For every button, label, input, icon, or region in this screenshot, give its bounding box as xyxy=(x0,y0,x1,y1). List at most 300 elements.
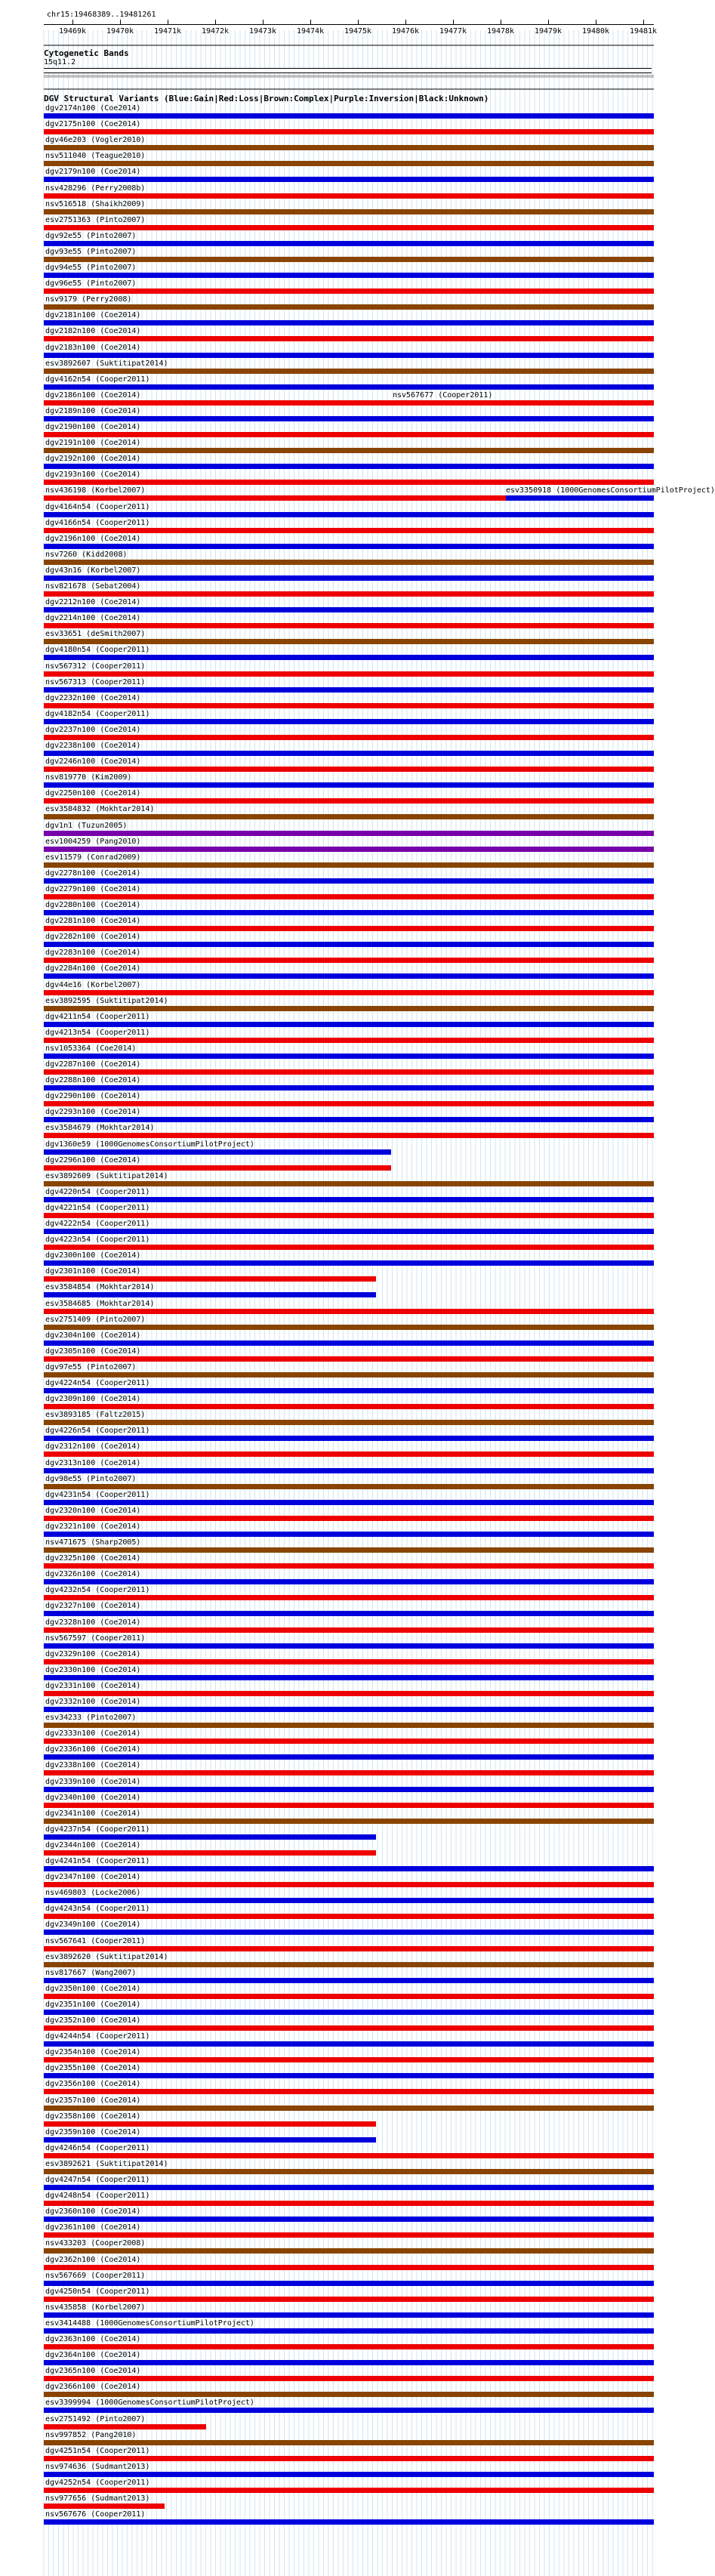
variant-label[interactable]: dgv4237n54 (Cooper2011) xyxy=(45,1825,150,1834)
variant-bar[interactable] xyxy=(44,1276,376,1282)
variant-bar[interactable] xyxy=(44,2328,654,2334)
variant-label[interactable]: dgv4231n54 (Cooper2011) xyxy=(45,1490,150,1499)
variant-bar[interactable] xyxy=(44,2106,654,2111)
variant-label[interactable]: esv3892595 (Suktitipat2014) xyxy=(45,996,168,1005)
variant-label[interactable]: dgv4244n54 (Cooper2011) xyxy=(45,2032,150,2041)
variant-label[interactable]: dgv2321n100 (Coe2014) xyxy=(45,1522,141,1531)
variant-bar[interactable] xyxy=(44,1388,654,1393)
variant-label[interactable]: nsv819770 (Kim2009) xyxy=(45,773,132,782)
variant-label[interactable]: dgv4232n54 (Cooper2011) xyxy=(45,1586,150,1595)
variant-label[interactable]: dgv2186n100 (Coe2014) xyxy=(45,390,141,400)
variant-label[interactable]: dgv46e203 (Vogler2010) xyxy=(45,136,146,145)
variant-bar[interactable] xyxy=(44,1085,654,1091)
variant-label[interactable]: dgv2175n100 (Coe2014) xyxy=(45,120,141,129)
variant-bar[interactable] xyxy=(44,145,654,150)
variant-bar[interactable] xyxy=(44,1675,654,1680)
variant-label[interactable]: dgv2349n100 (Coe2014) xyxy=(45,1920,141,1930)
variant-bar[interactable] xyxy=(44,894,654,899)
variant-bar[interactable] xyxy=(44,639,654,644)
variant-bar[interactable] xyxy=(44,1659,654,1664)
variant-label[interactable]: dgv2359n100 (Coe2014) xyxy=(45,2127,141,2136)
variant-bar[interactable] xyxy=(44,1978,654,1983)
variant-label[interactable]: esv11579 (Conrad2009) xyxy=(45,853,141,862)
variant-bar[interactable] xyxy=(44,448,654,453)
variant-label[interactable]: dgv94e55 (Pinto2007) xyxy=(45,264,137,272)
variant-bar[interactable] xyxy=(44,703,654,708)
variant-bar[interactable] xyxy=(44,1595,654,1600)
variant-bar[interactable] xyxy=(44,544,654,549)
variant-bar[interactable] xyxy=(44,1133,654,1138)
variant-bar[interactable] xyxy=(44,831,654,836)
variant-label[interactable]: dgv2281n100 (Coe2014) xyxy=(45,917,141,926)
variant-label[interactable]: esv2751363 (Pinto2007) xyxy=(45,215,146,224)
variant-bar[interactable] xyxy=(44,1754,654,1760)
variant-label[interactable]: dgv2181n100 (Coe2014) xyxy=(45,311,141,320)
variant-bar[interactable] xyxy=(44,2137,376,2143)
variant-label[interactable]: dgv2366n100 (Coe2014) xyxy=(45,2383,141,2392)
variant-label[interactable]: dgv2293n100 (Coe2014) xyxy=(45,1108,141,1117)
variant-label[interactable]: nsv817667 (Wang2007) xyxy=(45,1968,137,1977)
variant-label[interactable]: dgv2300n100 (Coe2014) xyxy=(45,1251,141,1260)
variant-label[interactable]: dgv2365n100 (Coe2014) xyxy=(45,2367,141,2376)
variant-label[interactable]: nsv436198 (Korbel2007) xyxy=(45,486,146,495)
variant-bar[interactable] xyxy=(44,336,654,341)
variant-bar[interactable] xyxy=(44,2232,654,2238)
variant-label[interactable]: esv1004259 (Pang2010) xyxy=(45,837,141,846)
variant-label[interactable]: dgv4241n54 (Cooper2011) xyxy=(45,1857,150,1865)
variant-bar[interactable] xyxy=(44,1738,654,1744)
variant-bar[interactable] xyxy=(44,2057,654,2062)
variant-label[interactable]: nsv435858 (Korbel2007) xyxy=(45,2303,146,2312)
variant-bar[interactable] xyxy=(44,225,654,230)
variant-bar[interactable] xyxy=(44,2360,654,2365)
variant-label[interactable]: nsv567677 (Cooper2011) xyxy=(393,390,493,400)
variant-bar[interactable] xyxy=(44,353,654,358)
variant-label[interactable]: dgv98e55 (Pinto2007) xyxy=(45,1474,137,1483)
variant-label[interactable]: nsv433203 (Cooper2008) xyxy=(45,2239,146,2248)
variant-bar[interactable] xyxy=(44,432,654,437)
variant-bar[interactable] xyxy=(44,2376,654,2381)
variant-label[interactable]: dgv2232n100 (Coe2014) xyxy=(45,693,141,702)
cytoband-label[interactable]: 15q11.2 xyxy=(44,58,76,66)
variant-bar[interactable] xyxy=(44,2248,654,2254)
variant-bar[interactable] xyxy=(44,767,654,772)
variant-bar[interactable] xyxy=(44,1245,654,1250)
variant-bar[interactable] xyxy=(44,1643,654,1649)
variant-bar[interactable] xyxy=(44,1181,654,1186)
variant-bar[interactable] xyxy=(44,209,654,214)
variant-bar[interactable] xyxy=(44,2265,654,2270)
variant-label[interactable]: dgv2278n100 (Coe2014) xyxy=(45,868,141,878)
variant-bar[interactable] xyxy=(44,1516,654,1521)
variant-label[interactable]: dgv2357n100 (Coe2014) xyxy=(45,2096,141,2105)
variant-label[interactable]: dgv2355n100 (Coe2014) xyxy=(45,2064,141,2073)
variant-label[interactable]: dgv2287n100 (Coe2014) xyxy=(45,1060,141,1069)
variant-label[interactable]: esv3584685 (Mokhtar2014) xyxy=(45,1299,155,1308)
variant-label[interactable]: dgv2340n100 (Coe2014) xyxy=(45,1793,141,1802)
variant-bar[interactable] xyxy=(44,1898,654,1903)
variant-label[interactable]: dgv2339n100 (Coe2014) xyxy=(45,1777,141,1786)
variant-label[interactable]: dgv2347n100 (Coe2014) xyxy=(45,1873,141,1882)
variant-bar[interactable] xyxy=(44,2153,654,2158)
variant-bar[interactable] xyxy=(44,2344,654,2349)
variant-bar[interactable] xyxy=(44,1914,654,1919)
variant-label[interactable]: esv3584679 (Mokhtar2014) xyxy=(45,1124,155,1133)
cytoband-bar[interactable] xyxy=(44,68,652,73)
variant-bar[interactable] xyxy=(44,973,654,979)
variant-label[interactable]: dgv4162n54 (Cooper2011) xyxy=(45,375,150,384)
variant-bar[interactable] xyxy=(44,1292,376,1297)
variant-label[interactable]: dgv4220n54 (Cooper2011) xyxy=(45,1187,150,1196)
variant-bar[interactable] xyxy=(44,1866,654,1871)
variant-bar[interactable] xyxy=(44,1787,654,1792)
variant-label[interactable]: dgv2331n100 (Coe2014) xyxy=(45,1681,141,1690)
variant-label[interactable]: dgv96e55 (Pinto2007) xyxy=(45,279,137,288)
variant-label[interactable]: dgv2332n100 (Coe2014) xyxy=(45,1698,141,1706)
variant-label[interactable]: dgv4164n54 (Cooper2011) xyxy=(45,502,150,511)
variant-bar[interactable] xyxy=(393,400,654,406)
variant-bar[interactable] xyxy=(44,735,654,740)
variant-bar[interactable] xyxy=(44,782,654,788)
variant-bar[interactable] xyxy=(44,1404,654,1409)
variant-label[interactable]: dgv4222n54 (Cooper2011) xyxy=(45,1220,150,1228)
variant-label[interactable]: nsv567641 (Cooper2011) xyxy=(45,1936,146,1945)
variant-label[interactable]: dgv4246n54 (Cooper2011) xyxy=(45,2143,150,2152)
variant-bar[interactable] xyxy=(44,1770,654,1775)
variant-label[interactable]: dgv2326n100 (Coe2014) xyxy=(45,1570,141,1579)
variant-bar[interactable] xyxy=(44,2217,654,2222)
variant-bar[interactable] xyxy=(44,1819,654,1824)
variant-bar[interactable] xyxy=(44,1229,654,1234)
variant-label[interactable]: dgv2296n100 (Coe2014) xyxy=(45,1155,141,1165)
variant-label[interactable]: esv3414488 (1000GenomesConsortiumPilotProject) xyxy=(45,2318,254,2328)
variant-label[interactable]: esv2751409 (Pinto2007) xyxy=(45,1315,146,1324)
variant-bar[interactable] xyxy=(44,1850,376,1856)
variant-bar[interactable] xyxy=(44,1054,654,1059)
variant-bar[interactable] xyxy=(44,129,654,134)
variant-bar[interactable] xyxy=(44,1547,654,1553)
variant-bar[interactable] xyxy=(44,2504,165,2509)
variant-bar[interactable] xyxy=(44,1197,654,1202)
variant-bar[interactable] xyxy=(44,2073,654,2078)
variant-bar[interactable] xyxy=(44,1930,654,1935)
variant-label[interactable]: dgv2364n100 (Coe2014) xyxy=(45,2351,141,2360)
variant-label[interactable]: dgv2174n100 (Coe2014) xyxy=(45,104,141,113)
variant-label[interactable]: dgv2212n100 (Coe2014) xyxy=(45,598,141,607)
variant-label[interactable]: dgv2325n100 (Coe2014) xyxy=(45,1554,141,1563)
variant-label[interactable]: nsv428296 (Perry2008b) xyxy=(45,184,146,193)
variant-label[interactable]: esv3584832 (Mokhtar2014) xyxy=(45,805,155,814)
variant-label[interactable]: nsv511040 (Teague2010) xyxy=(45,152,146,161)
variant-bar[interactable] xyxy=(44,575,654,581)
variant-bar[interactable] xyxy=(44,671,654,677)
variant-label[interactable]: dgv2341n100 (Coe2014) xyxy=(45,1809,141,1818)
variant-label[interactable]: nsv567676 (Cooper2011) xyxy=(45,2510,146,2519)
variant-label[interactable]: nsv997852 (Pang2010) xyxy=(45,2430,137,2439)
variant-label[interactable]: dgv2282n100 (Coe2014) xyxy=(45,933,141,942)
variant-label[interactable]: dgv4221n54 (Cooper2011) xyxy=(45,1203,150,1212)
variant-label[interactable]: dgv4250n54 (Cooper2011) xyxy=(45,2287,150,2296)
variant-label[interactable]: nsv516518 (Shaikh2009) xyxy=(45,199,146,208)
variant-bar[interactable] xyxy=(44,177,654,182)
variant-bar[interactable] xyxy=(44,2440,654,2445)
variant-label[interactable]: dgv2336n100 (Coe2014) xyxy=(45,1745,141,1754)
variant-label[interactable]: dgv2344n100 (Coe2014) xyxy=(45,1840,141,1849)
variant-label[interactable]: esv3399994 (1000GenomesConsortiumPilotProject) xyxy=(45,2399,254,2408)
variant-label[interactable]: dgv2352n100 (Coe2014) xyxy=(45,2016,141,2025)
variant-label[interactable]: dgv4223n54 (Cooper2011) xyxy=(45,1236,150,1245)
variant-label[interactable]: dgv2288n100 (Coe2014) xyxy=(45,1076,141,1085)
variant-label[interactable]: dgv2328n100 (Coe2014) xyxy=(45,1618,141,1627)
variant-bar[interactable] xyxy=(44,416,654,421)
variant-bar[interactable] xyxy=(44,1468,654,1473)
variant-bar[interactable] xyxy=(44,1962,654,1967)
variant-label[interactable]: dgv4213n54 (Cooper2011) xyxy=(45,1028,150,1037)
variant-bar[interactable] xyxy=(44,1803,654,1808)
variant-label[interactable]: dgv4252n54 (Cooper2011) xyxy=(45,2478,150,2487)
variant-label[interactable]: dgv2196n100 (Coe2014) xyxy=(45,534,141,543)
variant-bar[interactable] xyxy=(44,1038,654,1043)
variant-bar[interactable] xyxy=(44,369,654,374)
variant-label[interactable]: nsv471675 (Sharp2005) xyxy=(45,1538,141,1547)
variant-bar[interactable] xyxy=(44,1994,654,1999)
variant-label[interactable]: nsv9179 (Perry2008) xyxy=(45,295,132,304)
variant-bar[interactable] xyxy=(44,2297,654,2302)
variant-label[interactable]: dgv2360n100 (Coe2014) xyxy=(45,2207,141,2217)
variant-label[interactable]: nsv7260 (Kidd2008) xyxy=(45,550,128,559)
variant-bar[interactable] xyxy=(44,1006,654,1011)
variant-bar[interactable] xyxy=(44,878,654,884)
variant-bar[interactable] xyxy=(44,751,654,756)
variant-bar[interactable] xyxy=(44,304,654,310)
variant-bar[interactable] xyxy=(44,1611,654,1616)
variant-label[interactable]: dgv2320n100 (Coe2014) xyxy=(45,1506,141,1515)
variant-label[interactable]: dgv2362n100 (Coe2014) xyxy=(45,2255,141,2264)
variant-bar[interactable] xyxy=(44,862,654,868)
variant-bar[interactable] xyxy=(44,2025,654,2031)
variant-bar[interactable] xyxy=(44,1707,654,1712)
variant-bar[interactable] xyxy=(44,257,654,262)
variant-label[interactable]: nsv567313 (Cooper2011) xyxy=(45,677,146,686)
variant-label[interactable]: esv3892620 (Suktitipat2014) xyxy=(45,1952,168,1961)
variant-bar[interactable] xyxy=(44,1563,654,1569)
variant-label[interactable]: dgv2283n100 (Coe2014) xyxy=(45,949,141,958)
variant-label[interactable]: dgv2361n100 (Coe2014) xyxy=(45,2223,141,2232)
variant-label[interactable]: dgv2284n100 (Coe2014) xyxy=(45,964,141,973)
variant-label[interactable]: dgv2182n100 (Coe2014) xyxy=(45,327,141,336)
variant-label[interactable]: dgv2358n100 (Coe2014) xyxy=(45,2112,141,2121)
variant-bar[interactable] xyxy=(44,2089,654,2094)
variant-bar[interactable] xyxy=(44,2169,654,2174)
variant-bar[interactable] xyxy=(44,2201,654,2206)
variant-label[interactable]: dgv2238n100 (Coe2014) xyxy=(45,742,141,750)
variant-bar[interactable] xyxy=(44,847,654,852)
variant-bar[interactable] xyxy=(44,2312,654,2318)
variant-bar[interactable] xyxy=(44,2392,654,2397)
variant-label[interactable]: dgv97e55 (Pinto2007) xyxy=(45,1362,137,1371)
variant-bar[interactable] xyxy=(44,2519,654,2525)
variant-bar[interactable] xyxy=(44,1309,654,1314)
variant-bar[interactable] xyxy=(44,113,654,119)
variant-bar[interactable] xyxy=(44,1436,654,1441)
variant-label[interactable]: nsv977656 (Sudmant2013) xyxy=(45,2494,150,2503)
variant-bar[interactable] xyxy=(44,1340,654,1346)
variant-label[interactable]: esv3892607 (Suktitipat2014) xyxy=(45,359,168,368)
variant-label[interactable]: nsv974636 (Sudmant2013) xyxy=(45,2462,150,2471)
variant-label[interactable]: dgv2354n100 (Coe2014) xyxy=(45,2048,141,2057)
variant-label[interactable]: dgv4166n54 (Cooper2011) xyxy=(45,518,150,527)
variant-label[interactable]: dgv2192n100 (Coe2014) xyxy=(45,455,141,464)
variant-bar[interactable] xyxy=(44,2488,654,2493)
variant-label[interactable]: dgv4248n54 (Cooper2011) xyxy=(45,2192,150,2201)
variant-label[interactable]: dgv2290n100 (Coe2014) xyxy=(45,1092,141,1101)
variant-bar[interactable] xyxy=(506,495,654,501)
variant-label[interactable]: dgv44e16 (Korbel2007) xyxy=(45,980,141,989)
variant-bar[interactable] xyxy=(44,990,654,995)
variant-bar[interactable] xyxy=(44,1946,654,1951)
variant-bar[interactable] xyxy=(44,320,654,325)
variant-label[interactable]: dgv2191n100 (Coe2014) xyxy=(45,439,141,448)
variant-label[interactable]: dgv93e55 (Pinto2007) xyxy=(45,247,137,256)
variant-bar[interactable] xyxy=(44,2185,654,2190)
variant-bar[interactable] xyxy=(44,2456,654,2461)
variant-label[interactable]: esv34233 (Pinto2007) xyxy=(45,1714,137,1723)
variant-label[interactable]: dgv2338n100 (Coe2014) xyxy=(45,1761,141,1770)
variant-label[interactable]: dgv4247n54 (Cooper2011) xyxy=(45,2176,150,2184)
variant-label[interactable]: esv3892609 (Suktitipat2014) xyxy=(45,1171,168,1180)
variant-label[interactable]: dgv4243n54 (Cooper2011) xyxy=(45,1905,150,1914)
variant-label[interactable]: nsv567597 (Cooper2011) xyxy=(45,1634,146,1643)
variant-bar[interactable] xyxy=(44,1500,654,1505)
variant-bar[interactable] xyxy=(44,193,654,199)
variant-bar[interactable] xyxy=(44,2041,654,2047)
variant-label[interactable]: dgv2179n100 (Coe2014) xyxy=(45,168,141,177)
variant-label[interactable]: dgv4226n54 (Cooper2011) xyxy=(45,1427,150,1436)
variant-label[interactable]: dgv2246n100 (Coe2014) xyxy=(45,757,141,767)
variant-bar[interactable] xyxy=(44,1452,654,1457)
variant-label[interactable]: dgv2351n100 (Coe2014) xyxy=(45,2000,141,2009)
variant-label[interactable]: esv3350918 (1000GenomesConsortiumPilotProject) xyxy=(506,486,715,495)
variant-bar[interactable] xyxy=(44,1834,376,1840)
variant-label[interactable]: dgv2356n100 (Coe2014) xyxy=(45,2080,141,2089)
variant-bar[interactable] xyxy=(44,1579,654,1584)
variant-bar[interactable] xyxy=(44,1022,654,1027)
variant-label[interactable]: dgv1n1 (Tuzun2005) xyxy=(45,821,128,830)
variant-bar[interactable] xyxy=(44,814,654,819)
variant-bar[interactable] xyxy=(44,926,654,931)
variant-bar[interactable] xyxy=(44,560,654,565)
variant-label[interactable]: dgv4180n54 (Cooper2011) xyxy=(45,646,150,655)
variant-bar[interactable] xyxy=(44,591,654,597)
variant-bar[interactable] xyxy=(44,464,654,469)
variant-label[interactable]: esv3584854 (Mokhtar2014) xyxy=(45,1283,155,1292)
variant-bar[interactable] xyxy=(44,480,654,485)
variant-label[interactable]: dgv2304n100 (Coe2014) xyxy=(45,1331,141,1340)
variant-label[interactable]: dgv43n16 (Korbel2007) xyxy=(45,566,141,575)
variant-bar[interactable] xyxy=(44,623,654,628)
variant-label[interactable]: esv3892621 (Suktitipat2014) xyxy=(45,2159,168,2168)
variant-label[interactable]: dgv4251n54 (Cooper2011) xyxy=(45,2446,150,2455)
variant-bar[interactable] xyxy=(44,1882,654,1887)
variant-label[interactable]: dgv4224n54 (Cooper2011) xyxy=(45,1379,150,1387)
variant-bar[interactable] xyxy=(44,1372,654,1377)
variant-label[interactable]: esv3893185 (Faltz2015) xyxy=(45,1411,146,1420)
variant-label[interactable]: dgv2279n100 (Coe2014) xyxy=(45,884,141,893)
variant-label[interactable]: dgv2313n100 (Coe2014) xyxy=(45,1458,141,1467)
variant-bar[interactable] xyxy=(44,512,654,517)
variant-label[interactable]: dgv2363n100 (Coe2014) xyxy=(45,2335,141,2343)
variant-label[interactable]: dgv2214n100 (Coe2014) xyxy=(45,614,141,623)
variant-bar[interactable] xyxy=(44,273,654,278)
variant-bar[interactable] xyxy=(44,1691,654,1696)
variant-bar[interactable] xyxy=(44,1356,654,1362)
variant-label[interactable]: dgv4211n54 (Cooper2011) xyxy=(45,1012,150,1021)
variant-label[interactable]: dgv92e55 (Pinto2007) xyxy=(45,231,137,240)
variant-label[interactable]: nsv469803 (Locke2006) xyxy=(45,1889,141,1898)
variant-label[interactable]: nsv567312 (Cooper2011) xyxy=(45,662,146,671)
variant-bar[interactable] xyxy=(44,2281,654,2286)
variant-bar[interactable] xyxy=(44,2472,654,2477)
variant-bar[interactable] xyxy=(44,241,654,246)
variant-bar[interactable] xyxy=(44,719,654,724)
variant-label[interactable]: dgv2183n100 (Coe2014) xyxy=(45,343,141,352)
variant-bar[interactable] xyxy=(44,1484,654,1489)
variant-bar[interactable] xyxy=(44,161,654,166)
variant-bar[interactable] xyxy=(44,1165,391,1171)
variant-bar[interactable] xyxy=(44,288,654,294)
variant-bar[interactable] xyxy=(44,528,654,533)
variant-bar[interactable] xyxy=(44,1260,654,1266)
variant-bar[interactable] xyxy=(44,2010,654,2015)
variant-bar[interactable] xyxy=(44,687,654,693)
variant-label[interactable]: dgv2301n100 (Coe2014) xyxy=(45,1267,141,1276)
variant-bar[interactable] xyxy=(44,2121,376,2127)
variant-label[interactable]: nsv821678 (Sebat2004) xyxy=(45,582,141,591)
variant-bar[interactable] xyxy=(44,798,654,804)
variant-bar[interactable] xyxy=(44,655,654,660)
variant-label[interactable]: dgv2329n100 (Coe2014) xyxy=(45,1649,141,1658)
variant-bar[interactable] xyxy=(44,2424,206,2429)
variant-label[interactable]: dgv2193n100 (Coe2014) xyxy=(45,470,141,480)
variant-bar[interactable] xyxy=(44,1325,654,1330)
variant-label[interactable]: nsv567669 (Cooper2011) xyxy=(45,2271,146,2280)
variant-label[interactable]: dgv2350n100 (Coe2014) xyxy=(45,1984,141,1993)
variant-label[interactable]: dgv2312n100 (Coe2014) xyxy=(45,1442,141,1452)
variant-label[interactable]: dgv2327n100 (Coe2014) xyxy=(45,1602,141,1611)
variant-bar[interactable] xyxy=(44,2408,654,2413)
variant-label[interactable]: esv2751492 (Pinto2007) xyxy=(45,2414,146,2423)
variant-bar[interactable] xyxy=(44,1420,654,1425)
variant-bar[interactable] xyxy=(44,942,654,947)
variant-bar[interactable] xyxy=(44,1532,654,1537)
variant-label[interactable]: dgv2280n100 (Coe2014) xyxy=(45,901,141,909)
variant-label[interactable]: dgv2250n100 (Coe2014) xyxy=(45,789,141,798)
variant-bar[interactable] xyxy=(44,1069,654,1075)
variant-bar[interactable] xyxy=(44,1213,654,1218)
variant-label[interactable]: dgv2333n100 (Coe2014) xyxy=(45,1729,141,1738)
variant-label[interactable]: esv33651 (deSmith2007) xyxy=(45,630,146,639)
variant-label[interactable]: dgv2330n100 (Coe2014) xyxy=(45,1665,141,1674)
variant-bar[interactable] xyxy=(44,1627,654,1633)
variant-bar[interactable] xyxy=(44,1101,654,1106)
variant-label[interactable]: dgv2309n100 (Coe2014) xyxy=(45,1395,141,1404)
variant-label[interactable]: dgv1360e59 (1000GenomesConsortiumPilotProject) xyxy=(45,1140,254,1149)
variant-label[interactable]: dgv4182n54 (Cooper2011) xyxy=(45,709,150,718)
variant-bar[interactable] xyxy=(44,1723,654,1728)
variant-label[interactable]: dgv2189n100 (Coe2014) xyxy=(45,406,141,415)
variant-bar[interactable] xyxy=(44,910,654,915)
variant-bar[interactable] xyxy=(44,1117,654,1122)
